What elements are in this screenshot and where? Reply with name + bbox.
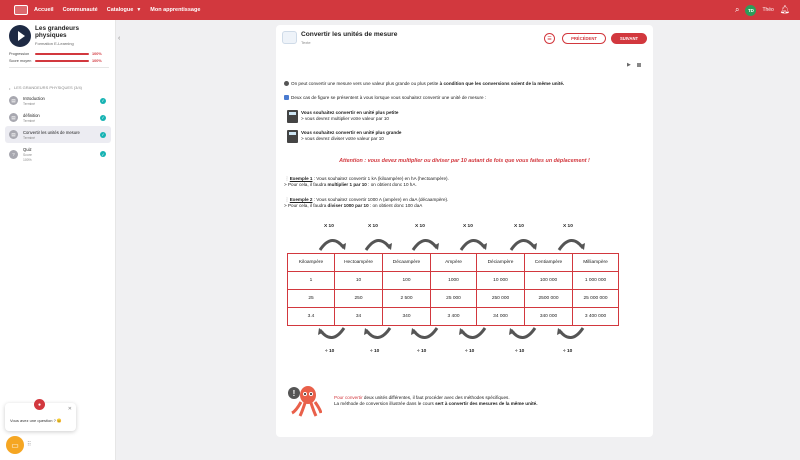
lesson-item[interactable] xyxy=(5,144,111,164)
case-2-desc: > vous devrez diviser votre valeur par 10 xyxy=(301,136,384,141)
example-1-result-b: multiplier 1 par 10 xyxy=(327,182,367,187)
case-2-title: Vous souhaitez convertir en unité plus grande xyxy=(301,130,402,135)
quiz-icon: ? xyxy=(9,150,18,159)
table-cell: 1 000 000 xyxy=(573,272,619,290)
calculator-icon xyxy=(287,130,298,143)
table-cell: 25 xyxy=(288,290,335,308)
check-icon: ✓ xyxy=(101,151,105,157)
arrow-right-arc-icon xyxy=(409,235,441,251)
example-1 xyxy=(284,176,449,188)
play-icon[interactable]: ▶ xyxy=(627,62,631,68)
nav-accueil[interactable]: Accueil xyxy=(34,7,54,13)
lesson-status: Terminé xyxy=(23,135,36,140)
lesson-item-active[interactable] xyxy=(5,126,111,143)
nav-catalogue[interactable] xyxy=(107,7,142,13)
example-2-label: Exemple 2 xyxy=(289,197,313,202)
nav-communaute[interactable]: Communauté xyxy=(62,7,98,13)
section-label[interactable]: LES GRANDEURS PHYSIQUES (3/4) xyxy=(14,85,83,90)
warning-text: Attention : vous devez multiplier ou diviser par 10 autant de fois que vous faites un déplacement ! xyxy=(339,158,590,164)
table-row xyxy=(288,272,619,290)
nav-mon-apprentissage[interactable]: Mon apprentissage xyxy=(150,7,201,13)
multiply-label: X 10 xyxy=(415,224,425,229)
example-2-result-b: diviser 1000 par 10 xyxy=(327,203,369,208)
stop-icon[interactable] xyxy=(637,63,641,67)
divide-label: ÷ 10 xyxy=(417,349,427,354)
example-1-result-c: : on obtient donc 10 hA. xyxy=(366,182,417,187)
divide-label: ÷ 10 xyxy=(465,349,475,354)
multiply-label: X 10 xyxy=(368,224,378,229)
example-1-result-a: > Pour cela, il faudra xyxy=(284,182,328,187)
tip-text xyxy=(334,395,538,407)
table-header: Centiampère xyxy=(525,254,573,272)
table-header: Milliampère xyxy=(573,254,619,272)
lesson-score: 100% xyxy=(23,157,32,162)
arrow-left-arc-icon xyxy=(409,327,441,343)
multiply-label: X 10 xyxy=(563,224,573,229)
example-2-text: : Vous souhaitez convertir 1000 A (ampère) en daA (décaampère). xyxy=(312,197,449,202)
table-header: Hectoampère xyxy=(335,254,383,272)
nav-catalogue-label: Catalogue xyxy=(106,7,134,13)
table-header: Kiloampère xyxy=(288,254,335,272)
progress-bar xyxy=(35,53,89,55)
p1-bold: à condition que les conversions soient de la même unité. xyxy=(439,81,565,86)
chevron-down-icon: ▼ xyxy=(136,7,142,13)
case-1 xyxy=(301,110,398,122)
bullet-icon: • xyxy=(9,86,11,91)
lesson-icon: ▤ xyxy=(9,130,18,139)
arrow-right-arc-icon xyxy=(507,235,539,251)
arrow-right-arc-icon xyxy=(457,235,489,251)
play-icon xyxy=(18,31,25,41)
table-cell: 340 xyxy=(383,308,431,326)
lesson-icon: ▤ xyxy=(9,96,18,105)
p2-text: Deux cas de figure se présentent à vous lorsque vous souhaitez convertir une unité de mesure : xyxy=(291,95,487,100)
progress-value: 100% xyxy=(92,52,102,56)
table-header: Ampère xyxy=(431,254,477,272)
list-icon[interactable]: ☰ xyxy=(544,33,555,44)
table-cell: 340 000 xyxy=(525,308,573,326)
lesson-title: Convertir les unités de mesure xyxy=(23,129,80,135)
check-icon: ✓ xyxy=(101,132,105,137)
sidebar xyxy=(0,20,116,460)
case-1-desc: > vous devrez multiplier votre valeur par 10 xyxy=(301,116,389,121)
table-cell: 2 500 xyxy=(383,290,431,308)
search-icon[interactable]: ⌕ xyxy=(734,5,740,14)
calculator-icon xyxy=(287,110,298,123)
lesson-status: Score xyxy=(23,152,32,157)
app-logo[interactable] xyxy=(14,5,28,15)
arrow-left-arc-icon xyxy=(316,327,348,343)
table-cell: 100 000 xyxy=(525,272,573,290)
example-2-result-c: : on obtient donc 100 daA xyxy=(368,203,423,208)
pin-icon: ❕ xyxy=(284,197,290,202)
arrow-right-arc-icon xyxy=(555,235,587,251)
octopus-mascot-icon xyxy=(286,383,322,417)
arrow-left-arc-icon xyxy=(362,327,394,343)
lesson-card xyxy=(276,25,653,437)
progress-row xyxy=(9,51,109,57)
close-icon[interactable]: ✕ xyxy=(67,406,72,412)
table-cell: 3 400 000 xyxy=(573,308,619,326)
table-row xyxy=(288,290,619,308)
example-1-text: : Vous souhaitez convertir 1 kA (kiloampère) en hA (hectoampère). xyxy=(312,176,449,181)
table-row xyxy=(288,308,619,326)
previous-button[interactable]: PRÉCÉDENT xyxy=(562,33,606,44)
divide-label: ÷ 10 xyxy=(515,349,525,354)
table-header: Déciampère xyxy=(477,254,525,272)
lesson-title: définition xyxy=(23,112,40,118)
table-cell: 25 000 xyxy=(431,290,477,308)
score-bar xyxy=(35,60,89,62)
pin-icon: ❕ xyxy=(284,176,290,181)
table-cell: 3 400 xyxy=(431,308,477,326)
table-cell: 1000 xyxy=(431,272,477,290)
course-logo xyxy=(9,25,31,47)
lesson-type: Texte xyxy=(301,40,311,45)
lesson-title: Convertir les unités de mesure xyxy=(301,31,398,38)
divider xyxy=(9,67,109,68)
conversion-table xyxy=(287,253,619,326)
next-button[interactable]: SUIVANT xyxy=(611,33,647,44)
course-title: Les grandeurs physiques xyxy=(35,25,80,39)
score-value: 100% xyxy=(92,59,102,63)
multiply-label: X 10 xyxy=(324,224,334,229)
table-cell: 34 xyxy=(335,308,383,326)
case-2 xyxy=(301,130,401,142)
table-cell: 25 000 000 xyxy=(573,290,619,308)
divide-label: ÷ 10 xyxy=(325,349,335,354)
collapse-sidebar-icon[interactable]: ‹ xyxy=(118,35,121,42)
tip-part-c: La méthode de conversion illustrée dans le cours xyxy=(334,401,436,406)
table-cell: 10 000 xyxy=(477,272,525,290)
check-icon: ✓ xyxy=(101,115,105,120)
example-2 xyxy=(284,197,448,209)
multiply-label: X 10 xyxy=(463,224,473,229)
paragraph-1 xyxy=(284,81,564,87)
arrow-left-arc-icon xyxy=(457,327,489,343)
table-header-row xyxy=(288,254,619,272)
table-cell: 100 xyxy=(383,272,431,290)
lesson-title: Introduction xyxy=(23,95,45,101)
arrow-left-arc-icon xyxy=(507,327,539,343)
calendar-icon xyxy=(284,95,289,100)
lesson-status: Terminé xyxy=(23,101,36,106)
table-cell: 3.4 xyxy=(288,308,335,326)
chat-avatar-icon: ● xyxy=(34,399,45,410)
tip-part-b: deux unités différentes, il faut procéder avec des méthodes spécifiques. xyxy=(362,395,510,400)
user-name[interactable]: Théo xyxy=(762,7,774,13)
case-1-title: Vous souhaitez convertir en unité plus petite xyxy=(301,110,399,115)
lesson-item[interactable] xyxy=(5,92,111,109)
table-cell: 1 xyxy=(288,272,335,290)
lesson-type-icon xyxy=(282,31,297,44)
avatar[interactable]: TD xyxy=(745,5,756,16)
divide-label: ÷ 10 xyxy=(563,349,573,354)
svg-text:!: ! xyxy=(292,389,296,398)
arrow-right-arc-icon xyxy=(362,235,394,251)
hand-icon xyxy=(284,81,289,86)
chat-icon: ▭ xyxy=(11,440,19,450)
lesson-status: Terminé xyxy=(23,118,36,123)
lesson-item[interactable] xyxy=(5,109,111,126)
p1-text: On peut convertir une mesure vers une valeur plus grande ou plus petite xyxy=(291,81,440,86)
lesson-title: Quiz xyxy=(23,146,32,152)
example-2-result-a: > Pour cela, il faudra xyxy=(284,203,328,208)
arrow-left-arc-icon xyxy=(555,327,587,343)
table-cell: 250 xyxy=(335,290,383,308)
table-header: Décaampère xyxy=(383,254,431,272)
example-1-label: Exemple 1 xyxy=(289,176,313,181)
score-label: Score moyen xyxy=(9,59,32,63)
arrow-right-arc-icon xyxy=(316,235,348,251)
score-row xyxy=(9,58,109,64)
course-subtitle: Formation E-Learning xyxy=(35,41,74,46)
table-cell: 34 000 xyxy=(477,308,525,326)
drag-handle-icon[interactable]: ⠿ xyxy=(27,442,32,448)
chat-text: Vous avez une question ? 😊 xyxy=(10,418,62,423)
multiply-label: X 10 xyxy=(514,224,524,229)
progress-label: Progression xyxy=(9,52,30,56)
table-cell: 10 xyxy=(335,272,383,290)
tip-highlight: Pour convertir xyxy=(334,395,363,400)
chat-button[interactable] xyxy=(6,436,24,454)
divide-label: ÷ 10 xyxy=(370,349,380,354)
table-cell: 250 000 xyxy=(477,290,525,308)
lesson-icon: ▤ xyxy=(9,113,18,122)
tip-part-d: sert à convertir des mesures de la même unité. xyxy=(435,401,538,406)
check-icon: ✓ xyxy=(101,98,105,103)
paragraph-2 xyxy=(284,95,486,101)
top-bar xyxy=(0,0,800,20)
table-cell: 2500 000 xyxy=(525,290,573,308)
bell-icon[interactable]: 🔔︎ xyxy=(779,5,790,14)
